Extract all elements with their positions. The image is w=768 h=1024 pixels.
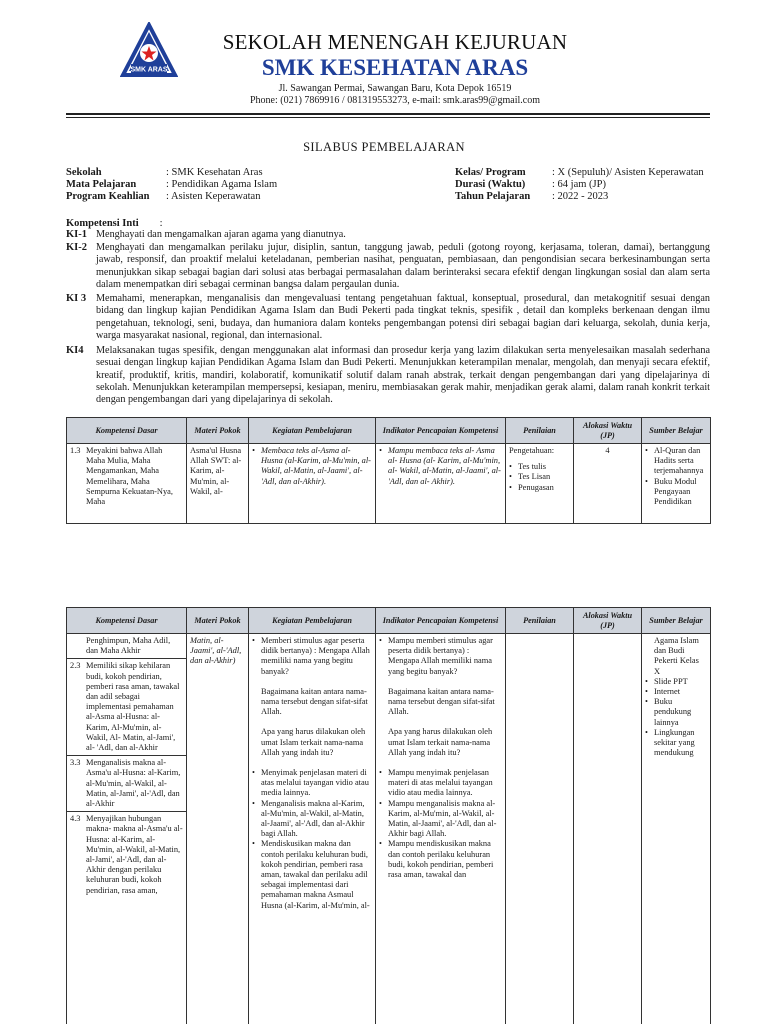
ki-3: KI 3 Memahami, menerapkan, menganalisis dan mengevaluasi tentang pengetahuan faktual, konseptual, prosedural, dan metakognitif sesuai dengan bidang dan lingkup kajian Pendidikan Agama Islam dan Budi Pekerti pada tingkat teknis, spesifik , detail dan kompleks berkenaan dengan ilmu pengetahuan, teknologi, seni, budaya, dan humaniora dalam konteks pengembangan potensi diri sebagai bagian dari keluarga, sekolah, dunia kerja, warga masyarakat nasional, regional, dan internasional.	[66, 293, 710, 341]
col-penilaian: Penilaian	[506, 608, 574, 634]
info-left	[66, 167, 277, 203]
info-right	[455, 167, 704, 203]
header-divider	[66, 113, 710, 115]
ki-4: KI4 Melaksanakan tugas spesifik, dengan menggunakan alat informasi dan prosedur kerja yang lazim dilakukan serta menyelesaikan masalah sederhana sesuai dengan lingkup kajian Pendidikan Agama Islam dan Budi Pekerti. Menunjukkan keterampilan menalar, mengolah, dan menyaji secara efektif, kreatif, produktif, kritis, mandiri, kolaboratif, komunikatif solutif dalam ranah abstrak, terkait dengan pengembangan dari yang dipelajarinya di sekolah. Menunjukkan keterampilan mempersepsi, kesiapan, meniru, membiasakan gerak mahir, menjadikan gerak alami, dalam ranah konkrit terkait dengan pengembangan dari yang dipelajarinya di sekolah.	[66, 345, 710, 406]
school-name: SMK KESEHATAN ARAS	[261, 55, 529, 80]
kd-2-3: 2.3 Memiliki sikap kehilaran budi, kokoh pendirian, pemberi rasa aman, tawakal dan adil sebagai implementasi pemahaman al-Asma al-Husna: al-Karim, Al-Mu'min, al-Wakil, Al- Matin, al-Jami', al- 'Adl, dan al-Akhir	[67, 659, 186, 756]
alokasi-cell	[574, 634, 642, 1024]
kd-3-3: 3.3 Menganalisis makna al-Asma'u al-Husna: al-Karim, al-Mu'min, al-Wakil, al-Matin, al-Jami', al-'Adl, dan al-Akhir	[67, 756, 186, 812]
penilaian-cell: Pengetahuan: • Tes tulis • Tes Lisan • Penugasan	[506, 444, 574, 524]
info-row-mapel: Mata Pelajaran : Pendidikan Agama Islam	[66, 179, 278, 190]
alokasi-cell: 4	[574, 444, 642, 524]
school-type: SEKOLAH MENENGAH KEJURUAN	[222, 30, 568, 54]
table-header-row	[67, 608, 711, 634]
col-kompetensi-dasar: Kompetensi Dasar	[67, 418, 187, 444]
indikator-cell: • Mampu membaca teks al- Asma al- Husna (al- Karim, al-Mu'min, al- Wakil, al-Matin, al-Jaami', al-'Adl, dan al- Akhir).	[376, 444, 506, 524]
table-header-row	[67, 418, 711, 444]
syllabus-table-2	[66, 607, 711, 1024]
materi-cell: Matin, al-Jaami', al-'Adl, dan al-Akhir)	[187, 634, 249, 1024]
col-materi-pokok: Materi Pokok	[187, 418, 249, 444]
table-row	[67, 444, 711, 524]
col-alokasi: Alokasi Waktu (JP)	[574, 608, 642, 634]
info-row-sekolah: Sekolah : SMK Kesehatan Aras	[66, 167, 263, 178]
kegiatan-cell: • Membaca teks al-Asma al- Husna (al-Karim, al-Mu'min, al-Wakil, al-Matin, al-Jaami', al-'Adl, dan al-Akhir).	[249, 444, 376, 524]
col-penilaian: Penilaian	[506, 418, 574, 444]
syllabus-table-1	[66, 417, 711, 524]
penilaian-cell	[506, 634, 574, 1024]
kegiatan-cell: • Memberi stimulus agar peserta didik bertanya) : Mengapa Allah memiliki nama yang begitu banyak? Bagaimana kaitan antara nama-nama tersebut dengan sifat-sifat Allah. Apa yang harus dilakukan oleh umat Islam terkait nama-nama Allah yang indah itu? • Menyimak penjelasan materi di atas melalui tayangan vidio atau media lainnya. • Menganalisis makna al-Karim, al-Mu'min, al-Wakil, al-Matin, al-Jaami', al-'Adl, dan al-Akhir bagi Allah. • Mendiskusikan makna dan contoh perilaku keluhuran budi, kokoh pendirian, pemberi rasa aman, tawakal dan perilaku adil sebagai implementasi dari pemahaman makna Asmaul Husna (al-Karim, al-Mu'min, al-	[249, 634, 376, 1024]
logo-text: SMK ARAS	[130, 66, 168, 74]
col-materi-pokok: Materi Pokok	[187, 608, 249, 634]
indikator-cell: • Mampu memberi stimulus agar peserta didik bertanya) : Mengapa Allah memiliki nama yang begitu banyak? Bagaimana kaitan antara nama-nama tersebut dengan sifat-sifat Allah. Apa yang harus dilakukan oleh umat Islam terkait nama-nama Allah yang indah itu? • Mampu menyimak penjelasan materi di atas melalui tayangan vidio atau media lainnya. • Mampu menganalisis makna al-Karim, al-Mu'min, al-Wakil, al-Matin, al-Jaami', al-'Adl, dan al-Akhir bagi Allah. • Mampu mendiskusikan makna dan contoh perilaku keluhuran budi, kokoh pendirian, pemberi rasa aman, tawakal dan	[376, 634, 506, 1024]
col-kegiatan: Kegiatan Pembelajaran	[249, 608, 376, 634]
col-indikator: Indikator Pencapaian Kompetensi	[376, 608, 506, 634]
sumber-cell: • Al-Quran dan Hadits serta terjemahannya • Buku Modul Pengayaan Pendidikan	[642, 444, 711, 524]
header-divider-thin	[66, 117, 710, 118]
school-address: Jl. Sawangan Permai, Sawangan Baru, Kota Depok 16519	[278, 83, 512, 94]
col-alokasi: Alokasi Waktu (JP)	[574, 418, 642, 444]
col-kegiatan: Kegiatan Pembelajaran	[249, 418, 376, 444]
info-row-kelas: Kelas/ Program : X (Sepuluh)/ Asisten Keperawatan	[455, 167, 704, 178]
info-row-durasi: Durasi (Waktu) : 64 jam (JP)	[455, 179, 606, 190]
col-sumber: Sumber Belajar	[642, 608, 711, 634]
col-sumber: Sumber Belajar	[642, 418, 711, 444]
school-address-block	[190, 83, 600, 107]
info-row-tahun: Tahun Pelajaran : 2022 - 2023	[455, 191, 609, 202]
kd-cell	[67, 634, 187, 1024]
table-row	[67, 634, 711, 1024]
ki-2: KI-2 Menghayati dan mengamalkan perilaku jujur, disiplin, santun, tanggung jawab, peduli (gotong royong, kerjasama, toleran, damai), bertanggung jawab, responsif, dan proaktif melalui keteladanan, pemberian nasihat, penguatan, pembiasaan, dan pengondisian secara berkesinambungan serta menunjukkan sikap sebagai bagian dari solusi atas berbagai permasalahan dalam berinteraksi secara efektif dengan lingkungan sosial dan alam serta dalam menempatkan diri sebagai cerminan bangsa dalam pergaulan dunia.	[66, 242, 710, 290]
kd-4-3: 4.3 Menyajikan hubungan makna- makna al-Asma'u al-Husna: al-Karim, al-Mu'min, al-Wakil, al-Matin, al-Jami', al-'Adl, dan al-Akhir dengan perilaku keluhuran budi, kokoh pendirian, rasa aman,	[70, 814, 183, 895]
kd-continuation: Penghimpun, Maha Adil, dan Maha Akhir	[67, 634, 186, 659]
sumber-cell: Agama Islam dan Budi Pekerti Kelas X • Slide PPT • Internet • Buku pendukung lainnya • Lingkungan sekitar yang mendukung	[642, 634, 711, 1024]
kd-cell: 1.3 Meyakini bahwa Allah Maha Mulia, Maha Mengamankan, Maha Memelihara, Maha Sempurna Kekuatan-Nya, Maha	[67, 444, 187, 524]
info-row-program: Program Keahlian : Asisten Keperawatan	[66, 191, 261, 202]
col-kompetensi-dasar: Kompetensi Dasar	[67, 608, 187, 634]
col-indikator: Indikator Pencapaian Kompetensi	[376, 418, 506, 444]
ki-heading: Kompetensi Inti :	[66, 218, 163, 229]
ki-1: KI-1 Menghayati dan mengamalkan ajaran agama yang dianutnya.	[66, 229, 346, 240]
school-logo	[120, 22, 178, 80]
school-contact: Phone: (021) 7869916 / 081319553273, e-mail: smk.aras99@gmail.com	[249, 95, 540, 106]
materi-cell: Asma'ul Husna Allah SWT: al-Karim, al-Mu'min, al-Wakil, al-	[187, 444, 249, 524]
document-title: SILABUS PEMBELAJARAN	[303, 140, 465, 154]
